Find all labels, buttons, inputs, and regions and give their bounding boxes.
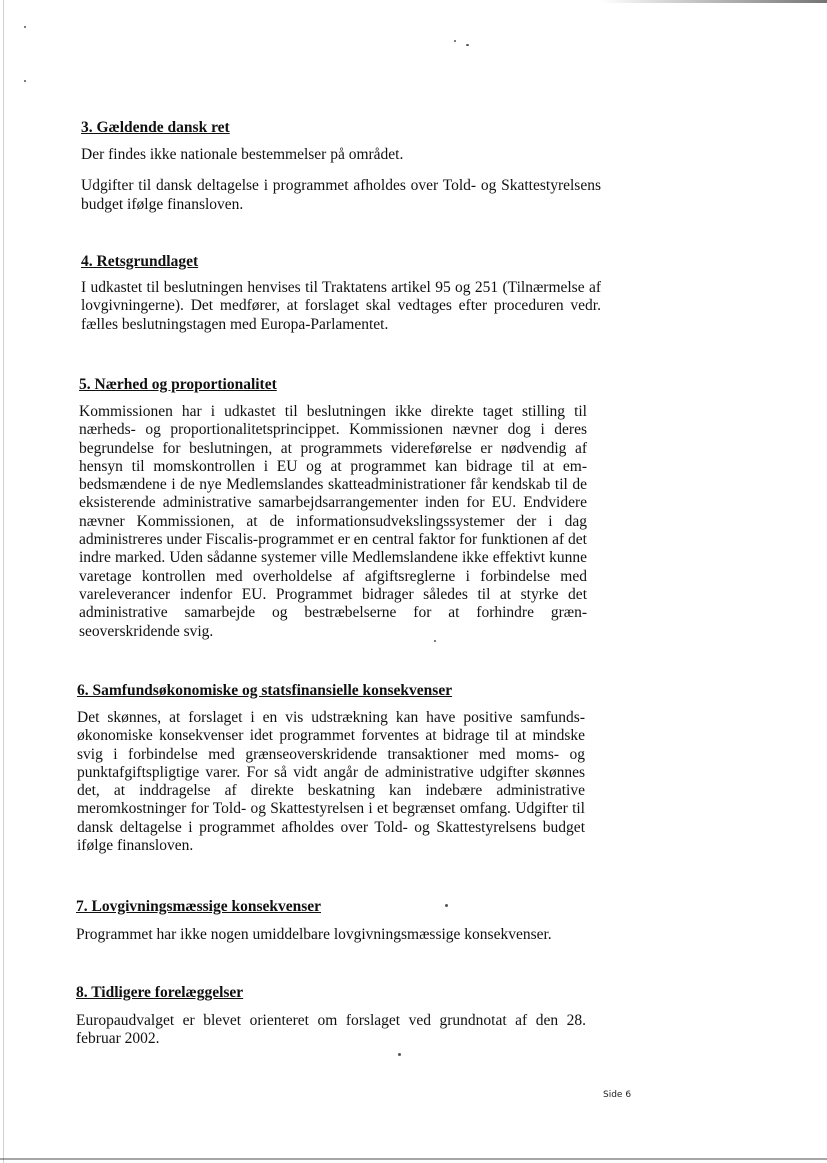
section-paragraph: Det skønnes, at forslaget i en vis udstrækning kan have positive samfundsøkonomiske konsekvenser idet programmet forventes at bidrage til at mindske svig i forbindelse med grænseoverskridende transaktioner med moms- og punktafgiftspligtige varer. For så vidt angår de administrative udgifter skønnes det, at inddragelse af direkte beskatning kan indebære administrative meromkostninger for Told- og Skattestyrelsen i et begrænset omfang. Udgifter til dansk deltagelse i programmet afholdes over Told- og Skattestyrelsens budget ifølge finansloven. (77, 709, 585, 855)
section-paragraph: Europaudvalget er blevet orienteret om forslaget ved grundnotat af den 28. februar 2002. (76, 1012, 586, 1048)
section-paragraph: I udkastet til beslutningen henvises til Traktatens artikel 95 og 251 (Tilnærmelse af lovgivningerne). Det medfører, at forslaget skal vedtages efter proceduren vedr. fælles beslutningstagen med Europa-Parlamentet. (81, 279, 601, 333)
section-5 (79, 375, 587, 641)
scan-speck (454, 40, 456, 42)
section-8 (76, 983, 586, 1049)
section-paragraph: Der findes ikke nationale bestemmelser på området. (81, 146, 404, 163)
section-heading: 6. Samfundsøkonomiske og statsfinansielle konsekvenser (77, 682, 453, 699)
section-heading: 3. Gældende dansk ret (81, 119, 230, 136)
section-3 (81, 118, 601, 214)
section-7 (76, 897, 586, 944)
scan-speck (24, 80, 26, 82)
section-heading: 4. Retsgrundlaget (81, 253, 199, 270)
section-4 (81, 252, 601, 334)
section-6 (77, 681, 585, 855)
scan-edge-bottom (0, 1158, 827, 1160)
section-heading: 5. Nærhed og proportionalitet (79, 376, 277, 393)
page-number: Side 6 (603, 1090, 632, 1100)
scan-edge-top (600, 0, 827, 3)
scan-speck (398, 1053, 401, 1056)
section-heading: 8. Tidligere forelæggelser (76, 984, 244, 1001)
section-heading: 7. Lovgivningsmæssige konsekvenser (76, 898, 322, 915)
scan-edge-left (3, 0, 4, 1163)
scan-speck (466, 44, 469, 46)
section-paragraph: Kommissionen har i udkastet til beslutningen ikke direkte taget stilling til nærheds- og proportionalitetsprincippet. Kommissionen nævner dog i deres begrundelse for beslutningen, at programmets videreførelse er nødvendig af hensyn til momskontrollen i EU og at programmet kan bidrage til at embedsmændene i de nye Medlemslandes skatteadministrationer får kendskab til de eksisterende administrative samarbejdsarrangementer inden for EU. Endvidere nævner Kommissionen, at de informationsudvekslingssystemer der i dag administreres under Fiscalis-programmet er en central faktor for funktionen af det indre marked. Uden sådanne systemer ville Medlemslandene ikke effektivt kunne varetage kontrollen med overholdelse af afgiftsreglerne i forbindelse med vareleverancer indenfor EU. Programmet bidrager således til at styrke det administrative samarbejde og bestræbelserne for at forhindre grænseoverskridende svig. (79, 403, 587, 640)
section-paragraph: Udgifter til dansk deltagelse i programmet afholdes over Told- og Skattestyrelsens budget ifølge finansloven. (81, 177, 601, 213)
scan-speck (24, 26, 26, 28)
section-paragraph: Programmet har ikke nogen umiddelbare lovgivningsmæssige konsekvenser. (76, 926, 552, 943)
